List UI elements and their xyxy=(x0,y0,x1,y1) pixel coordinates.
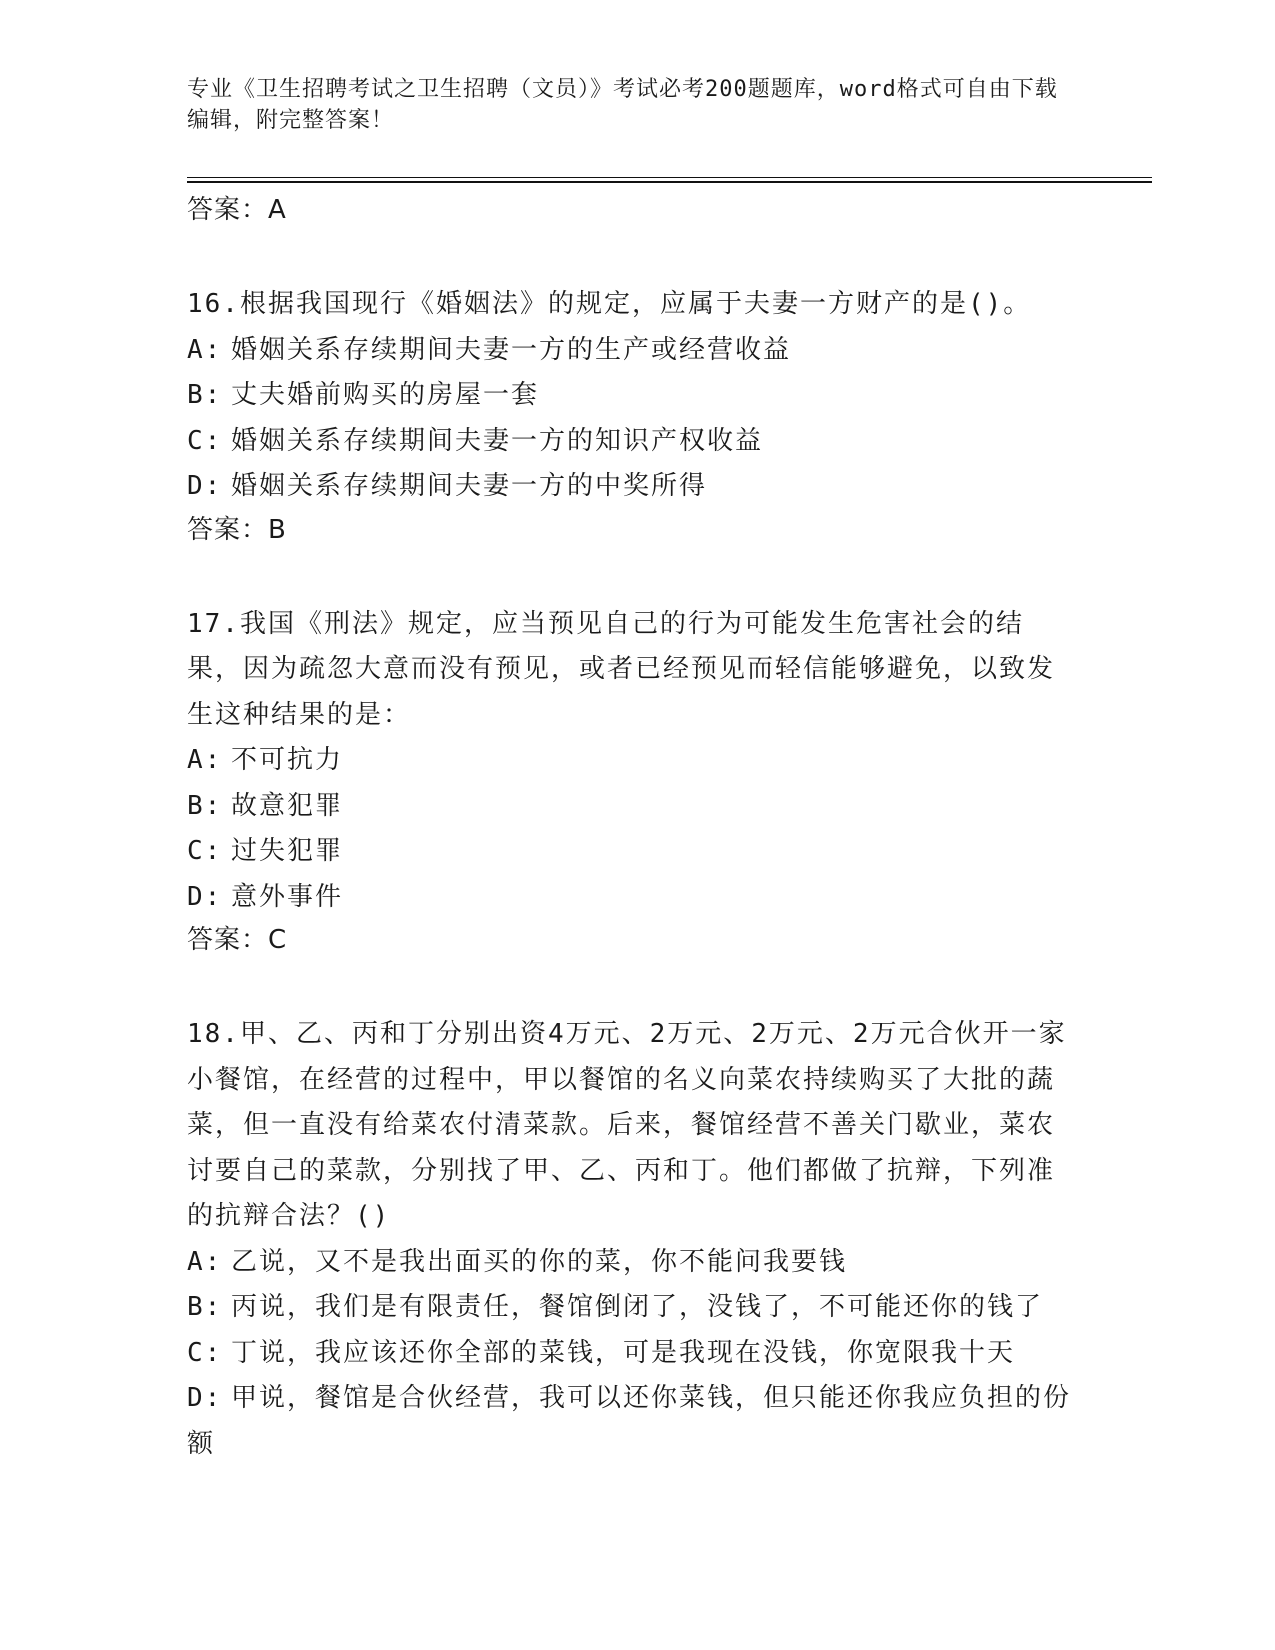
option-d xyxy=(187,875,1077,921)
question-text: 17.我国《刑法》规定，应当预见自己的行为可能发生危害社会的结果，因为疏忽大意而没有预见，或者已经预见而轻信能够避免，以致发生这种结果的是： xyxy=(187,608,1056,730)
question-16 xyxy=(187,282,1077,510)
option-text: 婚姻关系存续期间夫妻一方的知识产权收益 xyxy=(231,425,764,456)
option-letter: C: xyxy=(187,836,223,866)
option-c xyxy=(187,1331,1077,1377)
option-text: 甲说，餐馆是合伙经营，我可以还你菜钱，但只能还你我应负担的份额 xyxy=(187,1383,1072,1459)
option-text: 故意犯罪 xyxy=(231,790,344,821)
option-letter: A: xyxy=(187,334,223,365)
option-text: 婚姻关系存续期间夫妻一方的中奖所得 xyxy=(231,471,708,501)
option-c xyxy=(187,829,1077,875)
question-text: 18.甲、乙、丙和丁分别出资4万元、2万元、2万元、2万元合伙开一家小餐馆，在经营的过程中，甲以餐馆的名义向菜农持续购买了大批的蔬菜，但一直没有给菜农付清菜款。后来，餐馆经营不善关门歇业，菜农讨要自己的菜款，分别找了甲、乙、丙和丁。他们都做了抗辩，下列准的抗辩合法？() xyxy=(187,1019,1067,1231)
option-d xyxy=(187,1376,1077,1467)
option-letter: B: xyxy=(187,790,223,821)
document-header: 专业《卫生招聘考试之卫生招聘（文员）》考试必考200题题库，word格式可自由下载编辑，附完整答案！ xyxy=(187,77,1058,133)
option-b xyxy=(187,1285,1077,1331)
option-letter: D: xyxy=(187,881,223,912)
option-text: 意外事件 xyxy=(231,881,344,912)
option-text: 婚姻关系存续期间夫妻一方的生产或经营收益 xyxy=(231,334,792,365)
option-c xyxy=(187,419,1077,465)
option-text: 过失犯罪 xyxy=(231,836,344,866)
question-18 xyxy=(187,1012,1077,1467)
answer-line: 答案：B xyxy=(187,514,287,545)
header-divider-thick xyxy=(187,181,1152,183)
option-letter: B: xyxy=(187,1292,223,1322)
option-a xyxy=(187,1240,1077,1286)
option-text: 乙说，又不是我出面买的你的菜，你不能问我要钱 xyxy=(231,1246,848,1277)
answer-line: 答案：A xyxy=(187,195,287,225)
option-b xyxy=(187,784,1077,830)
option-letter: A: xyxy=(187,745,223,775)
answer-line: 答案：C xyxy=(187,925,288,955)
option-letter: A: xyxy=(187,1246,223,1277)
option-a xyxy=(187,328,1077,374)
option-d xyxy=(187,464,1077,510)
option-letter: D: xyxy=(187,1383,223,1413)
question-17 xyxy=(187,602,1077,921)
header-divider-thin xyxy=(187,177,1152,178)
option-a xyxy=(187,738,1077,784)
option-text: 丙说，我们是有限责任，餐馆倒闭了，没钱了，不可能还你的钱了 xyxy=(231,1292,1044,1322)
option-letter: D: xyxy=(187,471,223,501)
question-text: 16.根据我国现行《婚姻法》的规定，应属于夫妻一方财产的是()。 xyxy=(187,289,1032,319)
option-letter: B: xyxy=(187,380,223,410)
option-text: 不可抗力 xyxy=(231,745,344,775)
option-b xyxy=(187,373,1077,419)
option-letter: C: xyxy=(187,1337,223,1368)
question-list xyxy=(187,190,1077,1467)
option-letter: C: xyxy=(187,425,223,456)
option-text: 丁说，我应该还你全部的菜钱，可是我现在没钱，你宽限我十天 xyxy=(231,1337,1016,1368)
option-text: 丈夫婚前购买的房屋一套 xyxy=(231,380,540,410)
